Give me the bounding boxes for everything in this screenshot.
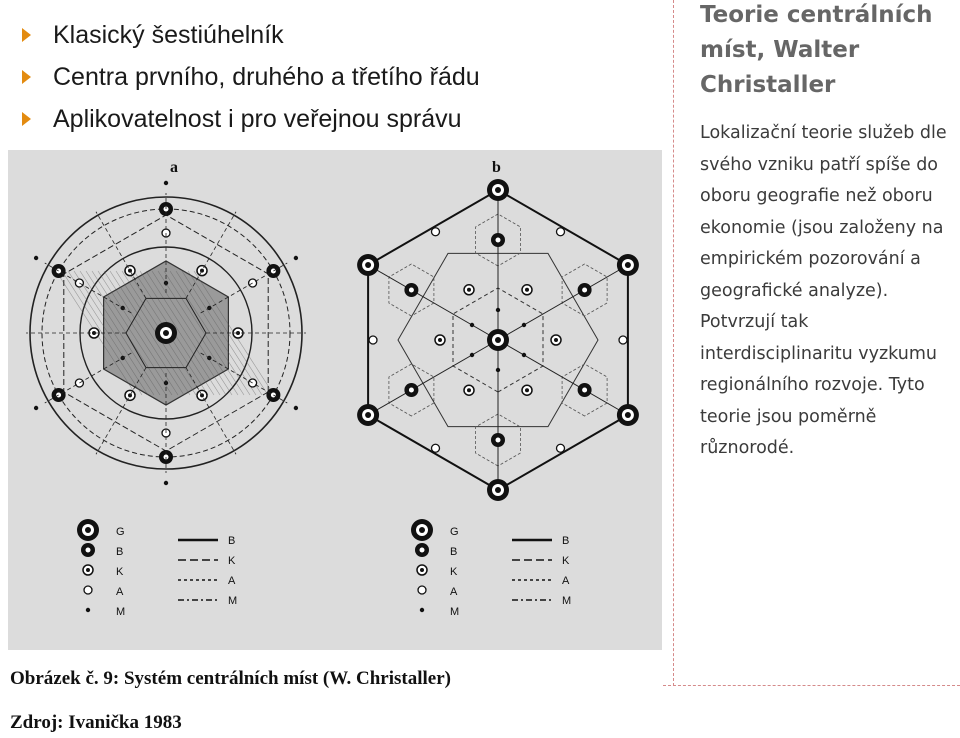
place-symbol-g-dot bbox=[495, 187, 501, 193]
panel-label-a: a bbox=[170, 159, 178, 176]
place-symbol-m bbox=[164, 481, 168, 485]
bullet-text: Centra prvního, druhého a třetího řádu bbox=[53, 62, 480, 91]
place-symbol-k-dot bbox=[467, 288, 471, 292]
place-symbol-k-dot bbox=[525, 288, 529, 292]
bullet-item bbox=[22, 14, 582, 56]
place-symbol-a bbox=[369, 336, 377, 344]
slide-title: Teorie centrálních míst, Walter Christaller bbox=[700, 2, 933, 98]
place-symbol-m bbox=[496, 308, 500, 312]
place-symbol-b-dot bbox=[420, 548, 425, 553]
diagram-svg bbox=[8, 150, 662, 650]
bullet-arrow-icon bbox=[22, 28, 31, 42]
legend-symbol-label: G bbox=[116, 526, 125, 538]
place-symbol-m bbox=[86, 608, 90, 612]
legend-a bbox=[77, 519, 237, 618]
place-symbol-m bbox=[34, 256, 38, 260]
dashed-divider-horizontal bbox=[663, 685, 960, 686]
place-symbol-k-dot bbox=[86, 568, 90, 572]
place-symbol-m bbox=[470, 353, 474, 357]
bullet-text: Aplikovatelnost i pro veřejnou správu bbox=[53, 104, 462, 133]
place-symbol-b-dot bbox=[582, 288, 587, 293]
place-symbol-b-dot bbox=[496, 238, 501, 243]
place-symbol-g-dot bbox=[365, 412, 371, 418]
place-symbol-g-dot bbox=[365, 262, 371, 268]
legend-symbol-label: K bbox=[116, 566, 124, 578]
connection-line bbox=[96, 368, 146, 455]
place-symbol-a bbox=[84, 586, 92, 594]
place-symbol-k-dot bbox=[554, 338, 558, 342]
slide-body-text: Lokalizační teorie služeb dle svého vzniku patří spíše do oboru geografie než oboru ekonomie (jsou založeny na empirickém pozorování a geografické analyze). Potvrzují tak interdisciplinaritu vyzkumu regionálního rozvoje. Tyto teorie jsou poměrně různorodé. bbox=[700, 123, 947, 458]
place-symbol-a bbox=[619, 336, 627, 344]
bullet-item bbox=[22, 98, 582, 140]
place-symbol-m bbox=[294, 256, 298, 260]
legend-symbol-label: A bbox=[450, 586, 458, 598]
place-symbol-a bbox=[557, 228, 565, 236]
place-symbol-g-dot bbox=[419, 527, 425, 533]
legend-line-label: B bbox=[228, 535, 236, 547]
legend-line-label: B bbox=[562, 535, 570, 547]
figure-caption: Obrázek č. 9: Systém centrálních míst (W. Christaller) bbox=[10, 668, 451, 689]
legend-symbol-label: B bbox=[116, 546, 124, 558]
place-symbol-a bbox=[432, 444, 440, 452]
place-symbol-m bbox=[34, 406, 38, 410]
central-places-diagram bbox=[8, 150, 662, 650]
bullet-text: Klasický šestiúhelník bbox=[53, 20, 284, 49]
legend-line-label: K bbox=[228, 555, 236, 567]
legend-line-label: M bbox=[228, 595, 238, 607]
place-symbol-m bbox=[470, 323, 474, 327]
bullet-arrow-icon bbox=[22, 70, 31, 84]
place-symbol-k-dot bbox=[438, 338, 442, 342]
place-symbol-b-dot bbox=[409, 288, 414, 293]
place-symbol-m bbox=[496, 368, 500, 372]
place-symbol-k-dot bbox=[467, 388, 471, 392]
figure-source: Zdroj: Ivanička 1983 bbox=[10, 712, 182, 733]
legend-symbol-label: A bbox=[116, 586, 124, 598]
legend-symbol-label: G bbox=[450, 526, 459, 538]
place-symbol-g-dot bbox=[625, 262, 631, 268]
legend-symbol-label: K bbox=[450, 566, 458, 578]
place-symbol-a bbox=[432, 228, 440, 236]
panel-label-b: b bbox=[492, 159, 501, 176]
place-symbol-b-dot bbox=[409, 388, 414, 393]
legend-line-label: A bbox=[228, 575, 236, 587]
legend-symbol-label: B bbox=[450, 546, 458, 558]
place-symbol-b-dot bbox=[496, 438, 501, 443]
connection-line bbox=[96, 212, 146, 299]
legend-line-label: A bbox=[562, 575, 570, 587]
place-symbol-b-dot bbox=[582, 388, 587, 393]
place-symbol-a bbox=[557, 444, 565, 452]
place-symbol-k-dot bbox=[525, 388, 529, 392]
bullet-arrow-icon bbox=[22, 112, 31, 126]
connection-line bbox=[186, 212, 236, 299]
place-symbol-b-dot bbox=[86, 548, 91, 553]
dashed-divider-vertical bbox=[673, 0, 674, 686]
bullet-list bbox=[22, 14, 582, 140]
place-symbol-a bbox=[418, 586, 426, 594]
legend-line-label: M bbox=[562, 595, 572, 607]
place-symbol-g-dot bbox=[495, 337, 501, 343]
bullet-item bbox=[22, 56, 582, 98]
place-symbol-k-dot bbox=[420, 568, 424, 572]
place-symbol-m bbox=[164, 181, 168, 185]
legend-symbol-label: M bbox=[450, 606, 460, 618]
connection-line bbox=[498, 265, 628, 340]
place-symbol-m bbox=[522, 353, 526, 357]
place-symbol-g-dot bbox=[163, 330, 169, 336]
diagram-panel-b bbox=[357, 179, 639, 501]
place-symbol-m bbox=[294, 406, 298, 410]
connection-line bbox=[498, 340, 628, 415]
place-symbol-g-dot bbox=[495, 487, 501, 493]
place-symbol-g-dot bbox=[625, 412, 631, 418]
place-symbol-m bbox=[522, 323, 526, 327]
legend-b bbox=[411, 519, 571, 618]
place-symbol-m bbox=[420, 608, 424, 612]
legend-symbol-label: M bbox=[116, 606, 126, 618]
place-symbol-g-dot bbox=[85, 527, 91, 533]
legend-line-label: K bbox=[562, 555, 570, 567]
diagram-panel-a bbox=[26, 181, 306, 485]
